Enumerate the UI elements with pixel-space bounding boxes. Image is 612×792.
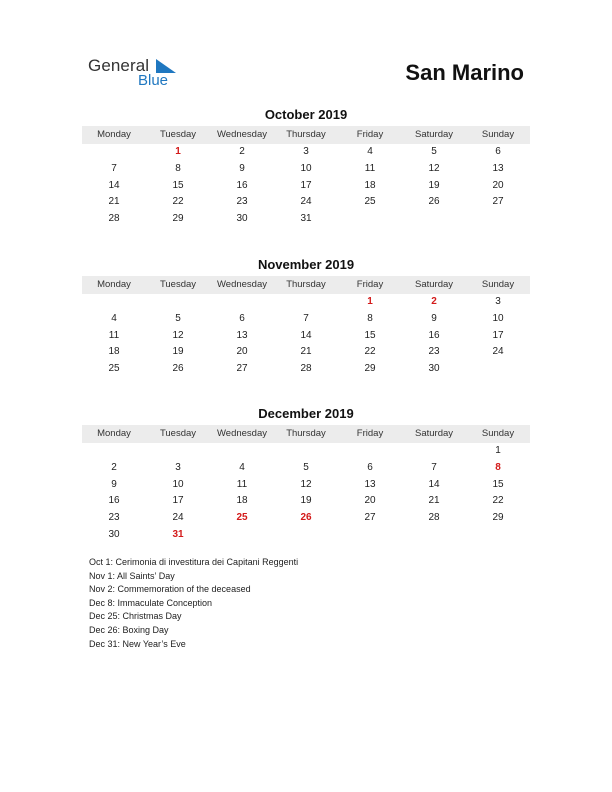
week-row [82,460,530,477]
empty-day-cell [274,527,338,544]
weekday-label: Tuesday [159,279,197,290]
holiday-day-cell: 2 [431,296,437,307]
day-cell: 9 [239,162,245,174]
day-cell: 6 [495,146,501,157]
day-cell: 20 [236,346,248,358]
day-cell: 26 [428,196,440,208]
empty-day-cell [146,443,210,460]
day-cell: 18 [236,495,248,507]
empty-day-cell [274,294,338,311]
day-cell: 23 [428,346,440,358]
weekday-header-row [82,126,530,144]
empty-day-cell [82,443,146,460]
day-cell: 27 [236,363,248,375]
holiday-day-cell: 26 [300,512,312,524]
empty-day-cell [402,211,466,228]
week-row [82,527,530,544]
weekday-label: Wednesday [217,428,267,439]
weekday-label: Monday [97,279,131,290]
empty-day-cell [82,144,146,161]
country-title: San Marino [405,60,524,85]
day-cell: 5 [175,312,181,324]
day-cell: 15 [492,478,504,490]
day-cell: 21 [300,346,312,358]
holiday-day-cell: 1 [175,146,181,157]
empty-day-cell [210,527,274,544]
week-row [82,144,530,161]
month-october [82,106,530,228]
week-row [82,211,530,228]
empty-day-cell [82,294,146,311]
day-cell: 15 [172,179,184,191]
week-row [82,294,530,311]
day-cell: 19 [172,346,184,358]
day-cell: 13 [236,329,248,341]
day-cell: 11 [364,162,376,174]
weekday-label: Monday [97,129,131,140]
day-cell: 15 [364,329,376,341]
day-cell: 14 [428,478,440,490]
holiday-day-cell: 25 [236,512,248,524]
weekday-header-row [82,425,530,443]
day-cell: 28 [108,213,120,225]
weekday-label: Friday [356,129,384,140]
day-cell: 9 [431,312,437,324]
day-cell: 16 [108,495,120,507]
day-cell: 24 [300,196,312,208]
day-cell: 5 [431,146,437,157]
day-cell: 28 [428,512,440,524]
day-cell: 20 [364,495,376,507]
holiday-entry: Nov 2: Commemoration of the deceased [89,584,251,595]
day-cell: 1 [495,445,501,456]
day-cell: 3 [175,461,181,473]
day-cell: 10 [492,312,504,324]
day-cell: 7 [431,461,437,473]
holiday-day-cell: 8 [495,461,501,473]
weekday-label: Sunday [481,428,515,439]
holiday-entry: Dec 26: Boxing Day [89,624,169,635]
day-cell: 16 [236,179,248,191]
holiday-entry: Nov 1: All Saints’ Day [89,570,175,581]
day-cell: 17 [300,179,312,191]
weekday-header-row [82,276,530,294]
holiday-list [89,556,298,651]
weekday-label: Friday [356,279,384,290]
day-cell: 11 [108,329,120,341]
week-row [82,344,530,361]
weekday-label: Sunday [481,279,515,290]
empty-day-cell [338,443,402,460]
empty-day-cell [274,443,338,460]
day-cell: 13 [364,478,376,490]
day-cell: 9 [111,478,117,490]
day-cell: 12 [172,329,184,341]
day-cell: 13 [492,162,504,174]
day-cell: 27 [364,512,376,524]
day-cell: 4 [367,146,373,157]
day-cell: 12 [300,478,312,490]
day-cell: 3 [303,146,309,157]
day-cell: 21 [428,495,440,507]
day-cell: 24 [492,346,504,358]
holiday-entry: Dec 25: Christmas Day [89,611,182,622]
day-cell: 17 [172,495,184,507]
day-cell: 4 [111,312,117,324]
day-cell: 23 [236,196,248,208]
day-cell: 29 [492,512,504,524]
weekday-label: Thursday [286,279,326,290]
week-row [82,477,530,494]
week-row [82,328,530,345]
weekday-label: Wednesday [217,279,267,290]
day-cell: 6 [367,461,373,473]
day-cell: 5 [303,461,309,473]
day-cell: 22 [364,346,376,358]
weekday-label: Tuesday [159,129,197,140]
day-cell: 19 [300,495,312,507]
day-cell: 3 [495,296,501,307]
day-cell: 18 [364,179,376,191]
logo-general-text: General [88,56,150,75]
day-cell: 19 [428,179,440,191]
logo [88,56,188,92]
empty-day-cell [402,527,466,544]
holiday-day-cell: 1 [367,296,373,307]
empty-day-cell [466,361,530,378]
weekday-label: Thursday [286,129,326,140]
day-cell: 25 [364,196,376,208]
day-cell: 17 [492,329,504,341]
holiday-entry: Dec 31: New Year’s Eve [89,638,186,649]
holiday-entry: Oct 1: Cerimonia di investitura dei Capitani Reggenti [89,557,299,567]
day-cell: 18 [108,346,120,358]
weekday-label: Saturday [414,428,454,439]
month-title: November 2019 [257,257,355,272]
day-cell: 20 [492,179,504,191]
day-cell: 6 [239,312,245,324]
day-cell: 2 [111,461,117,473]
empty-day-cell [210,443,274,460]
day-cell: 30 [428,363,440,375]
day-cell: 7 [111,162,117,174]
day-cell: 28 [300,363,312,375]
day-cell: 30 [108,528,120,540]
day-cell: 31 [300,213,312,225]
day-cell: 29 [364,363,376,375]
day-cell: 11 [236,478,248,490]
logo-flag-icon [156,59,176,73]
week-row [82,361,530,378]
day-cell: 21 [108,196,120,208]
weekday-label: Saturday [414,129,454,140]
day-cell: 27 [492,196,504,208]
month-title: October 2019 [264,107,348,122]
day-cell: 29 [172,213,184,225]
holiday-entry: Dec 8: Immaculate Conception [89,597,213,608]
day-cell: 26 [172,363,184,375]
weekday-label: Sunday [481,129,515,140]
day-cell: 8 [367,312,373,324]
week-row [82,161,530,178]
day-cell: 10 [300,162,312,174]
day-cell: 23 [108,512,120,524]
weekday-label: Friday [356,428,384,439]
week-row [82,178,530,195]
day-cell: 14 [108,179,120,191]
empty-day-cell [466,211,530,228]
month-december [82,405,530,544]
empty-day-cell [146,294,210,311]
empty-day-cell [338,211,402,228]
empty-day-cell [402,443,466,460]
empty-day-cell [338,527,402,544]
weekday-label: Monday [97,428,131,439]
day-cell: 24 [172,512,184,524]
weekday-label: Thursday [286,428,326,439]
day-cell: 8 [175,162,181,174]
week-row [82,493,530,510]
day-cell: 16 [428,329,440,341]
day-cell: 4 [239,461,245,473]
day-cell: 22 [172,196,184,208]
logo-blue-text: Blue [138,72,169,89]
week-row [82,194,530,211]
weekday-label: Tuesday [159,428,197,439]
day-cell: 22 [492,495,504,507]
month-november [82,256,530,378]
empty-day-cell [466,527,530,544]
month-title: December 2019 [258,406,354,421]
holiday-day-cell: 31 [172,528,184,540]
week-row [82,311,530,328]
week-row [82,443,530,460]
day-cell: 14 [300,329,312,341]
day-cell: 12 [428,162,440,174]
week-row [82,510,530,527]
weekday-label: Saturday [414,279,454,290]
day-cell: 7 [303,312,309,324]
day-cell: 10 [172,478,184,490]
day-cell: 25 [108,363,120,375]
weekday-label: Wednesday [217,129,267,140]
empty-day-cell [210,294,274,311]
day-cell: 2 [239,146,245,157]
day-cell: 30 [236,213,248,225]
